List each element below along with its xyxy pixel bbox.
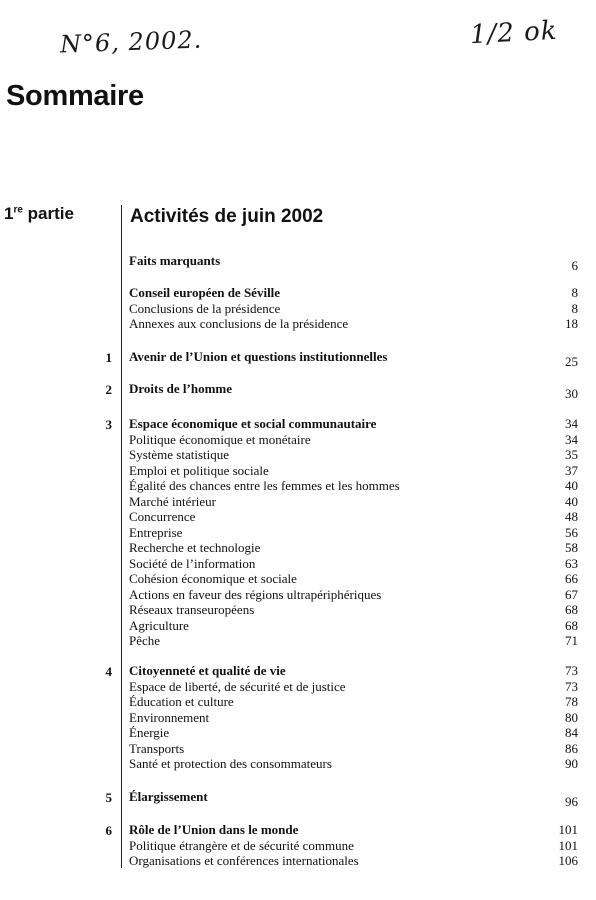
toc-section-heading [129,285,578,300]
toc-page-number: 34 [565,431,578,447]
toc-entry-title: Recherche et technologie [129,540,261,555]
toc-entry-title: Conclusions de la présidence [129,300,281,316]
toc-entry [129,525,578,540]
toc-entry [129,725,578,740]
toc-entry-title: Citoyenneté et qualité de vie [129,663,286,678]
part-title: Activités de juin 2002 [130,206,324,227]
toc-entry-title: Rôle de l’Union dans le monde [129,822,299,837]
toc-entry-title: Espace économique et social communautaire [129,416,377,431]
toc-page-number: 101 [558,837,578,853]
toc-entry-title: Politique étrangère et de sécurité commune [129,837,354,853]
toc-page-number: 84 [565,725,578,740]
toc-page-number: 68 [565,602,578,617]
toc-entry [129,301,578,316]
toc-page-number: 96 [565,794,578,809]
toc-page-number: 78 [565,694,578,709]
toc-entry [129,540,578,555]
toc-entry-title: Politique économique et monétaire [129,431,311,447]
toc-page-number: 40 [565,493,578,509]
toc-entry-title: Environnement [129,709,210,725]
toc-page-number: 73 [565,678,578,694]
toc-entry [129,587,578,602]
section-number: 3 [105,417,112,432]
toc-entry [129,432,578,447]
toc-section-heading [129,349,578,369]
toc-entry-title: Entreprise [129,524,183,540]
toc-entry [129,694,578,709]
toc-entry-title: Avenir de l’Union et questions institutionnelles [129,349,388,364]
part-label-word: partie [22,204,74,223]
toc-page-number: 106 [558,853,578,868]
toc-entry [129,494,578,509]
page-title: Sommaire [6,80,144,112]
toc-page-number: 8 [571,300,578,316]
toc-section-heading [129,253,578,273]
toc-entry-title: Énergie [129,725,170,740]
toc-entry [129,478,578,493]
toc-entry [129,756,578,771]
toc-page-number: 40 [565,478,578,493]
toc-page-number: 80 [565,709,578,725]
part-label-number: 1 [4,204,14,223]
toc-entry-title: Actions en faveur des régions ultrapériphériques [129,586,382,602]
toc-page-number: 68 [565,617,578,633]
toc-entry-title: Pêche [129,633,161,648]
section-number: 2 [105,382,112,397]
toc-entry [129,463,578,478]
toc-entry [129,853,578,868]
toc-entry [129,710,578,725]
section-number: 4 [105,664,112,679]
toc-entry-title: Réseaux transeuropéens [129,602,255,617]
toc-entry-title: Santé et protection des consommateurs [129,756,332,771]
toc-page-number: 58 [565,540,578,555]
toc-page-number: 8 [571,285,578,300]
toc-entry-title: Agriculture [129,617,189,633]
toc-entry-title: Espace de liberté, de sécurité et de justice [129,678,346,694]
toc-entry [129,838,578,853]
toc-entry [129,602,578,617]
part-label [4,204,74,224]
toc-section-heading [129,663,578,678]
toc-page-number: 25 [565,354,578,369]
handwritten-note-left: N°6, 2002. [59,25,203,59]
toc-entry-title: Conseil européen de Séville [129,285,281,300]
toc-page-number: 66 [565,571,578,586]
toc-entry-title: Cohésion économique et sociale [129,571,297,586]
toc-entry-title: Société de l’information [129,555,256,571]
toc-section-heading [129,789,578,809]
toc-section-heading [129,416,578,431]
toc-page-number: 90 [565,756,578,771]
toc-section-heading [129,822,578,837]
toc-page-number: 37 [565,462,578,478]
toc-page-number: 56 [565,524,578,540]
toc-entry [129,316,578,331]
toc-entry-title: Emploi et politique sociale [129,462,269,478]
toc-entry-title: Élargissement [129,789,208,804]
toc-entry-title: Système statistique [129,447,230,462]
toc-page-number: 6 [571,258,578,273]
toc-section-heading [129,381,578,401]
toc-entry [129,556,578,571]
toc-entry [129,447,578,462]
toc-entry [129,618,578,633]
toc-page-number: 35 [565,447,578,462]
toc-entry-title: Égalité des chances entre les femmes et les hommes [129,478,400,493]
toc-entry-title: Droits de l’homme [129,381,233,396]
toc-entry-title: Organisations et conférences internationales [129,853,359,868]
toc-page-number: 34 [565,416,578,431]
toc-entry-title: Concurrence [129,509,196,524]
part-label-suffix: re [13,204,23,216]
toc-page-number: 63 [565,555,578,571]
toc-entry-title: Annexes aux conclusions de la présidence [129,316,349,331]
toc-page-number: 48 [565,509,578,524]
toc-entry-title: Transports [129,740,185,756]
toc-page-number: 71 [565,633,578,648]
toc-entry [129,633,578,648]
toc-page-number: 30 [565,386,578,401]
section-number: 1 [105,350,112,365]
section-number: 6 [105,823,112,838]
toc-entry [129,571,578,586]
section-number: 5 [105,790,112,805]
toc-page-number: 101 [558,822,578,837]
toc-entry-title: Marché intérieur [129,493,216,509]
toc-entry-title: Éducation et culture [129,694,234,709]
toc-entry [129,509,578,524]
toc-entry [129,741,578,756]
toc-entry-title: Faits marquants [129,253,221,268]
toc-page-number: 73 [565,663,578,678]
vertical-divider [121,205,122,868]
toc-page-number: 18 [565,316,578,331]
toc-page-number: 67 [565,586,578,602]
handwritten-note-right: 1/2 ok [469,15,559,51]
toc-entry [129,679,578,694]
toc-page-number: 86 [565,740,578,756]
